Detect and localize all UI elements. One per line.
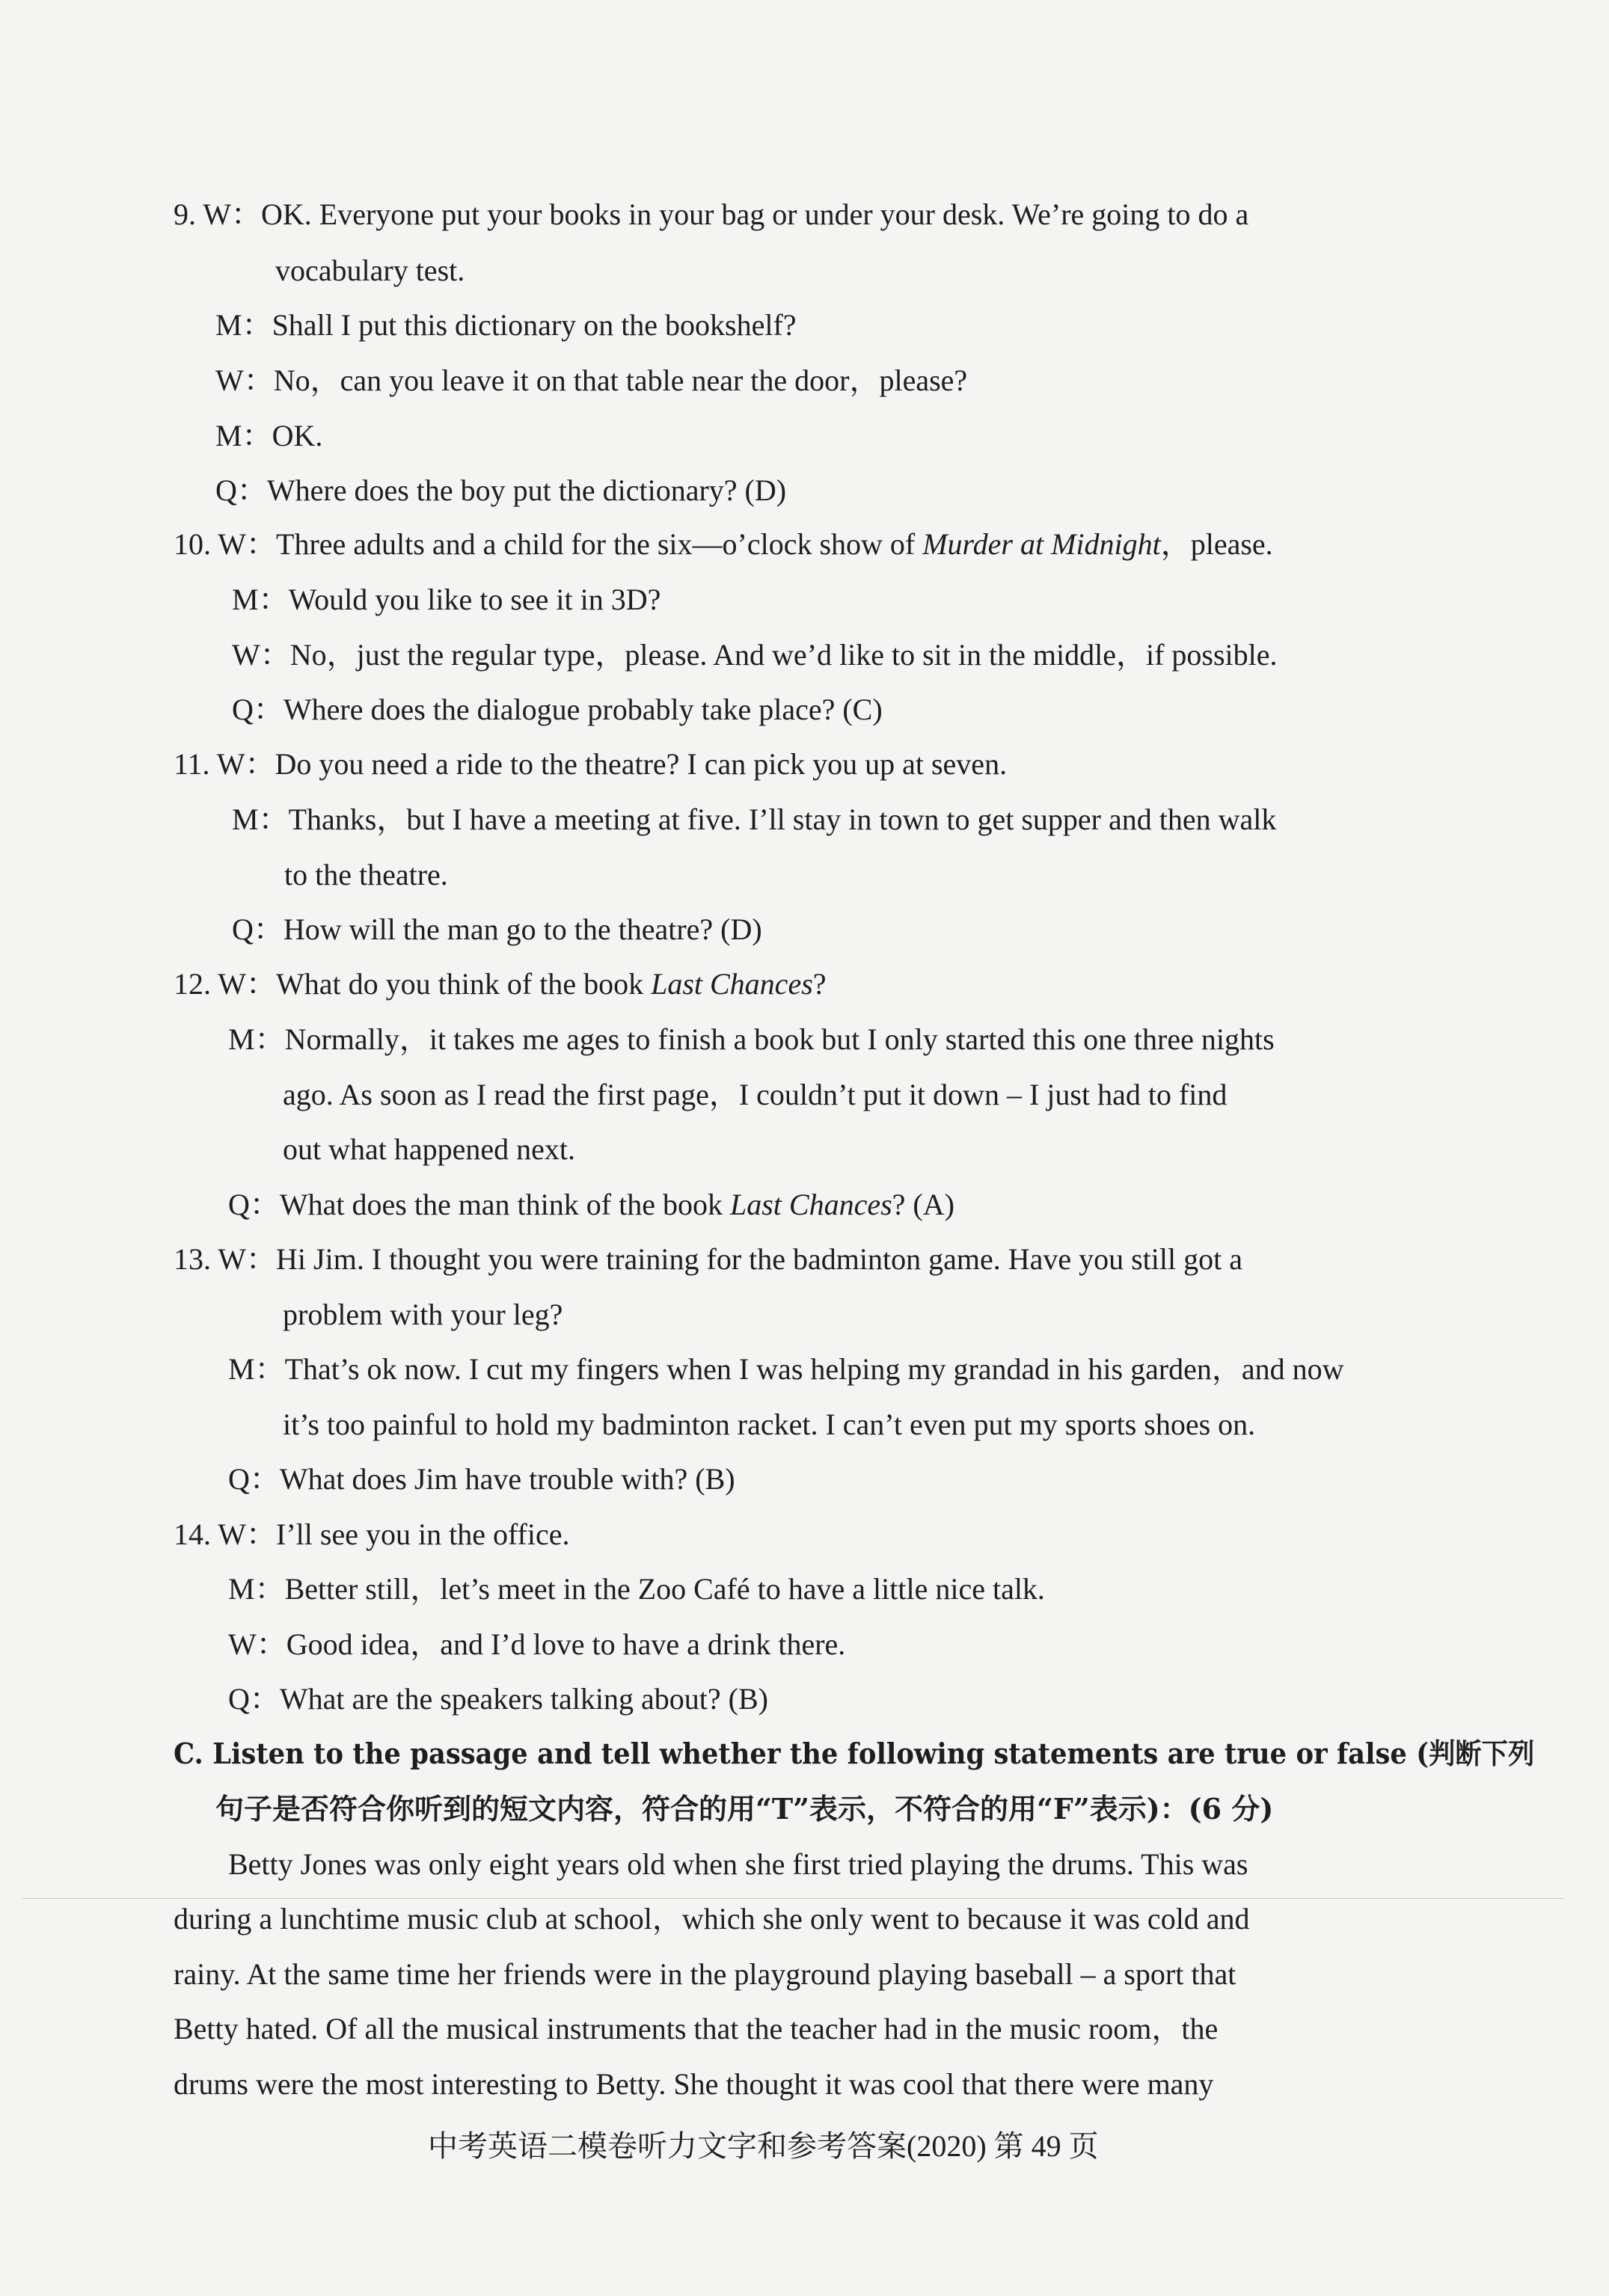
q12-question-end: ? (A): [892, 1188, 954, 1221]
section-c-heading-2: 句子是否符合你听到的短文内容，符合的用“T”表示，不符合的用“F”表示)：(6 分): [215, 1792, 1274, 1826]
q11-line-1: 11. W：Do you need a ride to the theatre? I can pick you up at seven.: [174, 747, 1008, 781]
q14-line-3: W：Good idea，and I’d love to have a drink there.: [228, 1627, 846, 1661]
q9-line-3: M：Shall I put this dictionary on the bookshelf?: [215, 308, 797, 342]
q13-line-1: 13. W：Hi Jim. I thought you were training for the badminton game. Have you still got a: [174, 1242, 1243, 1276]
passage-line-5: drums were the most interesting to Betty. She thought it was cool that there were many: [174, 2067, 1214, 2101]
q12-question: [228, 1186, 954, 1224]
q12-line-1-text: 12. W：What do you think of the book: [174, 967, 652, 1001]
q9-question: Q：Where does the boy put the dictionary? (D): [215, 473, 787, 507]
page-footer: 中考英语二模卷听力文字和参考答案(2020) 第 49 页: [428, 2129, 1099, 2163]
q12-book-title: Last Chances: [651, 967, 813, 1001]
q13-question: Q：What does Jim have trouble with? (B): [228, 1462, 735, 1496]
q12-line-4: out what happened next.: [283, 1132, 575, 1166]
q12-line-1-end: ?: [812, 967, 827, 1001]
q12-question-text: Q：What does the man think of the book: [228, 1188, 730, 1221]
q9-line-5: M：OK.: [215, 419, 323, 452]
q11-line-2: M：Thanks，but I have a meeting at five. I’ll stay in town to get supper and then walk: [232, 802, 1277, 836]
q12-line-2: M：Normally，it takes me ages to finish a book but I only started this one three nights: [228, 1022, 1275, 1056]
q12-line-3: ago. As soon as I read the first page，I couldn’t put it down – I just had to find: [283, 1078, 1228, 1111]
passage-line-4: Betty hated. Of all the musical instruments that the teacher had in the music room，the: [174, 2012, 1219, 2045]
q9-line-2: vocabulary test.: [275, 254, 465, 287]
q10-question: Q：Where does the dialogue probably take place? (C): [232, 693, 883, 726]
q10-line-3: W：No，just the regular type，please. And we’d like to sit in the middle，if possible.: [232, 638, 1278, 672]
q10-line-1: [174, 526, 1273, 563]
q10-line-1-text: 10. W：Three adults and a child for the six—o’clock show of: [174, 527, 923, 561]
q9-line-4: W：No，can you leave it on that table near the door，please?: [215, 363, 968, 397]
q10-line-1-end: ，please.: [1160, 527, 1273, 561]
scan-divider: [22, 1898, 1564, 1899]
passage-line-1: Betty Jones was only eight years old when she first tried playing the drums. This was: [228, 1847, 1248, 1881]
passage-line-2: during a lunchtime music club at school，which she only went to because it was cold and: [174, 1902, 1250, 1936]
q10-line-2: M：Would you like to see it in 3D?: [232, 583, 661, 616]
q14-line-1: 14. W：I’ll see you in the office.: [174, 1517, 570, 1551]
section-c-heading-1: C. Listen to the passage and tell whether the following statements are true or false (判断下列: [174, 1737, 1535, 1770]
q11-line-3: to the theatre.: [284, 858, 448, 891]
q12-question-book-title: Last Chances: [729, 1188, 892, 1221]
q11-question: Q：How will the man go to the theatre? (D): [232, 912, 762, 946]
q12-line-1: [174, 966, 827, 1003]
q13-line-3: M：That’s ok now. I cut my fingers when I was helping my grandad in his garden，and now: [228, 1352, 1344, 1386]
q9-line-1: 9. W：OK. Everyone put your books in your bag or under your desk. We’re going to do a: [174, 197, 1249, 231]
passage-line-3: rainy. At the same time her friends were in the playground playing baseball – a sport that: [174, 1957, 1236, 1991]
q10-movie-title: Murder at Midnight: [922, 527, 1161, 561]
q14-question: Q：What are the speakers talking about? (B): [228, 1682, 768, 1716]
q14-line-2: M：Better still，let’s meet in the Zoo Café to have a little nice talk.: [228, 1572, 1045, 1606]
q13-line-2: problem with your leg?: [283, 1298, 563, 1331]
q13-line-4: it’s too painful to hold my badminton racket. I can’t even put my sports shoes on.: [283, 1408, 1256, 1441]
